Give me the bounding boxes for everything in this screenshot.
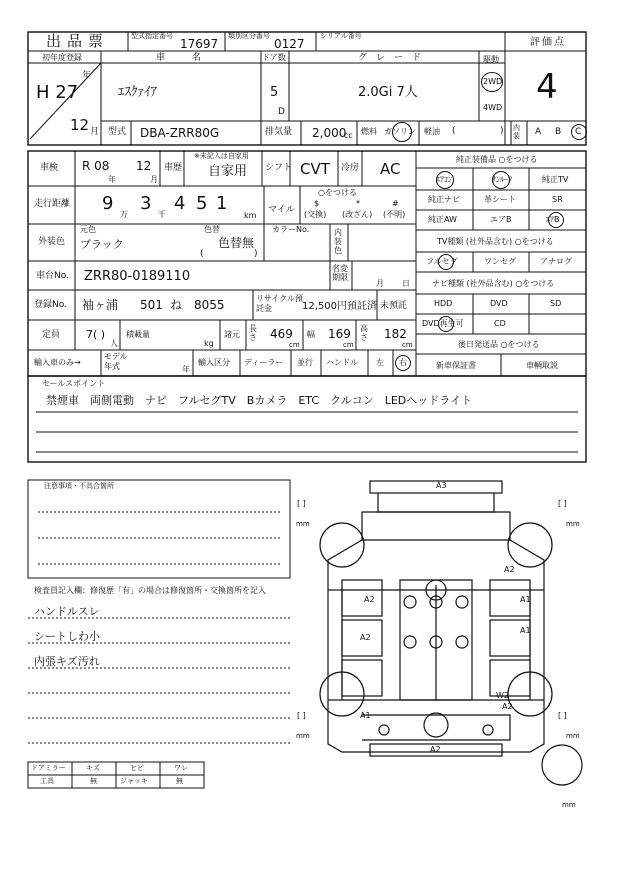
mileage-digit-1: 9 — [102, 193, 114, 214]
drive-2wd[interactable]: 2WD — [483, 77, 503, 86]
paint-paren-open: ( — [200, 249, 204, 259]
sales-point-label: セールスポイント — [42, 379, 106, 388]
registration-class: 501 — [140, 298, 163, 312]
color-no-label: カラーNo. — [272, 225, 310, 234]
displacement-unit: cc — [344, 131, 353, 140]
equip-leather[interactable]: 革シート — [484, 195, 516, 204]
category-value: 0127 — [274, 37, 305, 51]
tire-bracket-fl: [ ] — [297, 499, 306, 508]
inspection-label: 車検 — [40, 163, 59, 173]
handle-label: ハンドル — [326, 358, 358, 367]
interior-c[interactable]: C — [575, 127, 582, 137]
first-reg-label: 初年度登録 — [42, 53, 82, 62]
interior-c-circle — [571, 124, 587, 140]
mark-front-door-r: A1 — [520, 595, 531, 604]
registration-kana: ね — [170, 298, 183, 312]
tire-mm-fr: mm — [566, 520, 580, 528]
tire-mm-rr: mm — [566, 732, 580, 740]
mark-rear-fender-r: A2 — [502, 702, 513, 711]
shift-label: シフト — [265, 163, 293, 173]
tamper-symbol: * — [356, 199, 360, 208]
first-reg-month-unit: 月 — [90, 127, 100, 137]
mileage-unit-sen: 千 — [158, 210, 166, 219]
inspector-line-1: ハンドルスレ — [34, 605, 100, 618]
paint-value: 色替無 — [218, 236, 255, 250]
name-change-month-unit: 月 — [376, 279, 384, 288]
fuel-diesel[interactable]: 軽油 — [424, 127, 440, 136]
width-label: 幅 — [307, 330, 315, 339]
handle-right-circle — [395, 355, 411, 371]
chassis-label: 車台No. — [36, 271, 69, 281]
mark-rear-door-r: A1 — [520, 626, 531, 635]
first-reg-month: 12 — [70, 116, 90, 134]
mark-rear-door-l: A2 — [360, 633, 371, 642]
displacement-value: 2,000 — [312, 126, 347, 140]
serial-label: シリアル番号 — [320, 32, 362, 40]
import-only-label: 輸入車のみ→ — [34, 358, 81, 367]
history-value: 自家用 — [208, 164, 248, 179]
mileage-digit-2: 3 — [140, 193, 152, 214]
registration-label: 登録No. — [34, 300, 67, 310]
fuel-other-open: ( — [452, 126, 456, 136]
registration-area: 袖ヶ浦 — [82, 298, 119, 312]
legend-door-mirror: ドアミラー — [31, 764, 66, 772]
tire-bracket-rl: [ ] — [297, 711, 306, 720]
inspector-line-2: シートしわ小 — [34, 630, 100, 643]
tire-bracket-rr: [ ] — [558, 711, 567, 720]
navi-dvd-play-circle — [438, 316, 454, 332]
interior-color-label: 内装色 — [334, 228, 342, 255]
later-manual[interactable]: 車輌取説 — [526, 361, 558, 370]
import-dealer[interactable]: ディーラー — [244, 358, 284, 367]
paint-label: 色替 — [204, 225, 220, 234]
tire-mm-rl: mm — [296, 732, 310, 740]
inspection-month-unit: 月 — [150, 175, 158, 184]
inspection-year-unit: 年 — [108, 175, 116, 184]
equip-airbag-circle — [548, 212, 564, 228]
sales-point-text: 禁煙車 両側電動 ナビ フルセグTV Bカメラ ETC クルコン LEDヘッドライト — [46, 394, 472, 407]
equipment-title: 純正装備品 ○をつける — [456, 155, 538, 164]
grade-value: 2.0Gi 7人 — [358, 85, 418, 100]
color-label: 外装色 — [38, 237, 66, 247]
fuel-label: 燃料 — [361, 127, 377, 136]
first-reg-year-unit: 年 — [82, 71, 92, 81]
ac-value: AC — [380, 160, 401, 178]
tv-oneseg[interactable]: ワンセグ — [484, 257, 516, 266]
tv-title: TV種類 (社外品含む) ○をつける — [437, 237, 554, 246]
equip-sr[interactable]: SR — [552, 195, 563, 204]
width-unit: cm — [343, 341, 354, 349]
later-title: 後日発送品 ○をつける — [458, 340, 540, 349]
page-title: 出品票 — [46, 32, 110, 50]
capacity-value: 7( ) — [86, 328, 106, 341]
navi-dvd[interactable]: DVD — [490, 299, 508, 308]
fuel-gasoline[interactable]: ガソリン — [384, 127, 416, 136]
category-label: 類別区分番号 — [228, 32, 270, 40]
interior-a[interactable]: A — [535, 127, 542, 137]
history-note: ※未記入は自家用 — [194, 152, 249, 160]
inspection-era: R 08 — [82, 159, 110, 173]
drive-4wd[interactable]: 4WD — [483, 103, 503, 112]
mark-front-bumper: A3 — [436, 481, 447, 490]
chassis-value: ZRR80-0189110 — [84, 269, 191, 284]
length-value: 469 — [270, 327, 293, 341]
tire-mm-spare: mm — [562, 801, 576, 809]
inspector-label: 検査員記入欄：修復歴「有」の場合は修復箇所・交換箇所を記入 — [34, 586, 266, 595]
drive-2wd-circle — [481, 72, 503, 92]
legend-crack: ヒビ — [130, 764, 144, 772]
exchange-symbol: $ — [314, 199, 320, 208]
interior-b[interactable]: B — [555, 127, 562, 137]
height-unit: cm — [402, 341, 413, 349]
inspector-line-3: 内張キズ汚れ — [34, 655, 100, 668]
width-value: 169 — [328, 327, 351, 341]
mileage-digit-3: 4 — [174, 193, 186, 214]
mile-label: マイル — [268, 205, 295, 215]
name-change-label: 名変期限 — [332, 264, 348, 282]
import-category-label: 輸入区分 — [198, 358, 230, 367]
equip-sunroof-circle — [492, 171, 510, 189]
equip-airbag[interactable]: エアB — [490, 215, 512, 224]
equip-airbag-alt[interactable]: ｴｱB — [546, 215, 560, 224]
navi-dvd-play[interactable]: DVD再生可 — [422, 319, 464, 328]
car-name-label: 車 名 — [156, 53, 205, 63]
original-color-value: ブラック — [80, 238, 124, 251]
mark-front-fender-r: A2 — [504, 565, 515, 574]
legend-jack: ジャッキ — [120, 777, 148, 785]
later-warranty[interactable]: 新車保証書 — [436, 361, 476, 370]
height-value: 182 — [384, 327, 407, 341]
tire-bracket-fr: [ ] — [558, 499, 567, 508]
car-name-value: ｴｽｸｧｲｱ — [118, 85, 157, 100]
score-value: 4 — [536, 67, 558, 107]
mileage-label: 走行距離 — [34, 199, 71, 209]
tamper-label[interactable]: (改ざん) — [342, 210, 373, 219]
mileage-digit-5: 1 — [216, 193, 228, 214]
handle-left[interactable]: 左 — [376, 358, 384, 367]
equip-aircon[interactable]: ｴｱｺﾝ — [436, 175, 452, 184]
fuel-gasoline-circle — [392, 122, 412, 142]
fuel-other-close: ) — [500, 126, 504, 136]
legend-tools: 工具 — [40, 777, 54, 785]
navi-title: ナビ種類 (社外品含む) ○をつける — [432, 279, 555, 288]
import-parallel[interactable]: 並行 — [297, 358, 313, 367]
model-year-label: モデル年式 — [104, 352, 128, 371]
navi-hdd[interactable]: HDD — [434, 299, 453, 308]
load-unit: kg — [204, 339, 214, 348]
equip-tv[interactable]: 純正TV — [542, 175, 569, 184]
mileage-digit-4: 5 — [196, 193, 208, 214]
legend-break: ワレ — [174, 764, 188, 772]
original-color-label: 元色 — [80, 225, 96, 234]
doors-label: ドア数 — [262, 53, 286, 62]
dims-label: 諸元 — [224, 330, 240, 339]
mileage-unit-man: 万 — [120, 210, 128, 219]
doors-value: 5 — [270, 85, 279, 100]
model-year-unit: 年 — [182, 365, 190, 374]
doors-type: D — [278, 107, 285, 117]
equip-aircon-circle — [436, 171, 454, 189]
exchange-label[interactable]: (交換) — [304, 210, 327, 219]
mark-front-door-l: A2 — [364, 595, 375, 604]
capacity-unit: 人 — [110, 339, 118, 348]
tire-mm-fl: mm — [296, 520, 310, 528]
tv-fullseg[interactable]: フルセグ — [426, 257, 458, 266]
navi-cd[interactable]: CD — [494, 319, 506, 328]
unknown-label[interactable]: (不明) — [383, 210, 406, 219]
height-label: 高さ — [360, 324, 368, 342]
tv-analog[interactable]: アナログ — [540, 257, 572, 266]
paint-paren-close: ) — [254, 249, 258, 259]
legend-scratch: キズ — [86, 764, 100, 772]
model-cert-label: 型式指定番号 — [131, 32, 173, 40]
equip-aw[interactable]: 純正AW — [428, 215, 457, 224]
model-value: DBA-ZRR80G — [140, 126, 220, 140]
history-label: 車歴 — [164, 163, 183, 173]
score-label: 評価点 — [530, 37, 566, 48]
shift-value: CVT — [300, 160, 330, 178]
equip-navi[interactable]: 純正ナビ — [428, 195, 460, 204]
interior-label: 内装 — [513, 124, 520, 140]
unknown-symbol: # — [392, 199, 399, 208]
recycle-value: 12,500円預託済 — [302, 301, 377, 312]
mark-rear-quarter-l: A1 — [360, 711, 371, 720]
recycle-label: リサイクル預託金 — [256, 294, 303, 313]
mileage-unit-km: km — [244, 211, 257, 220]
model-label: 型式 — [108, 127, 127, 137]
legend-tools-value: 無 — [90, 777, 97, 785]
legend-jack-value: 無 — [176, 777, 183, 785]
first-reg-era: H 27 — [36, 82, 79, 103]
mileage-circle-note: ○をつける — [318, 188, 357, 197]
mark-rear-glass: W2 — [496, 691, 509, 700]
inspection-month: 12 — [136, 159, 152, 173]
model-cert-value: 17697 — [180, 37, 219, 51]
load-label: 積載量 — [126, 330, 150, 339]
capacity-label: 定員 — [42, 330, 61, 340]
equip-sunroof[interactable]: ｻﾝﾙｰﾌ — [492, 175, 512, 184]
drive-label: 駆動 — [483, 55, 499, 64]
registration-number: 8055 — [194, 298, 225, 312]
length-unit: cm — [289, 341, 300, 349]
mark-rear-bumper: A2 — [430, 745, 441, 754]
length-label: 長さ — [249, 324, 257, 342]
navi-sd[interactable]: SD — [550, 299, 562, 308]
grade-label: グ レ ー ド — [358, 53, 422, 63]
tv-fullseg-circle — [438, 254, 454, 270]
notes-label: 注意事項・不具合箇所 — [44, 482, 114, 490]
displacement-label: 排気量 — [265, 127, 293, 137]
handle-right[interactable]: 右 — [399, 358, 407, 367]
unpaid-label[interactable]: 未預託 — [380, 301, 408, 311]
ac-label: 冷房 — [341, 163, 360, 173]
name-change-day-unit: 日 — [402, 279, 410, 288]
